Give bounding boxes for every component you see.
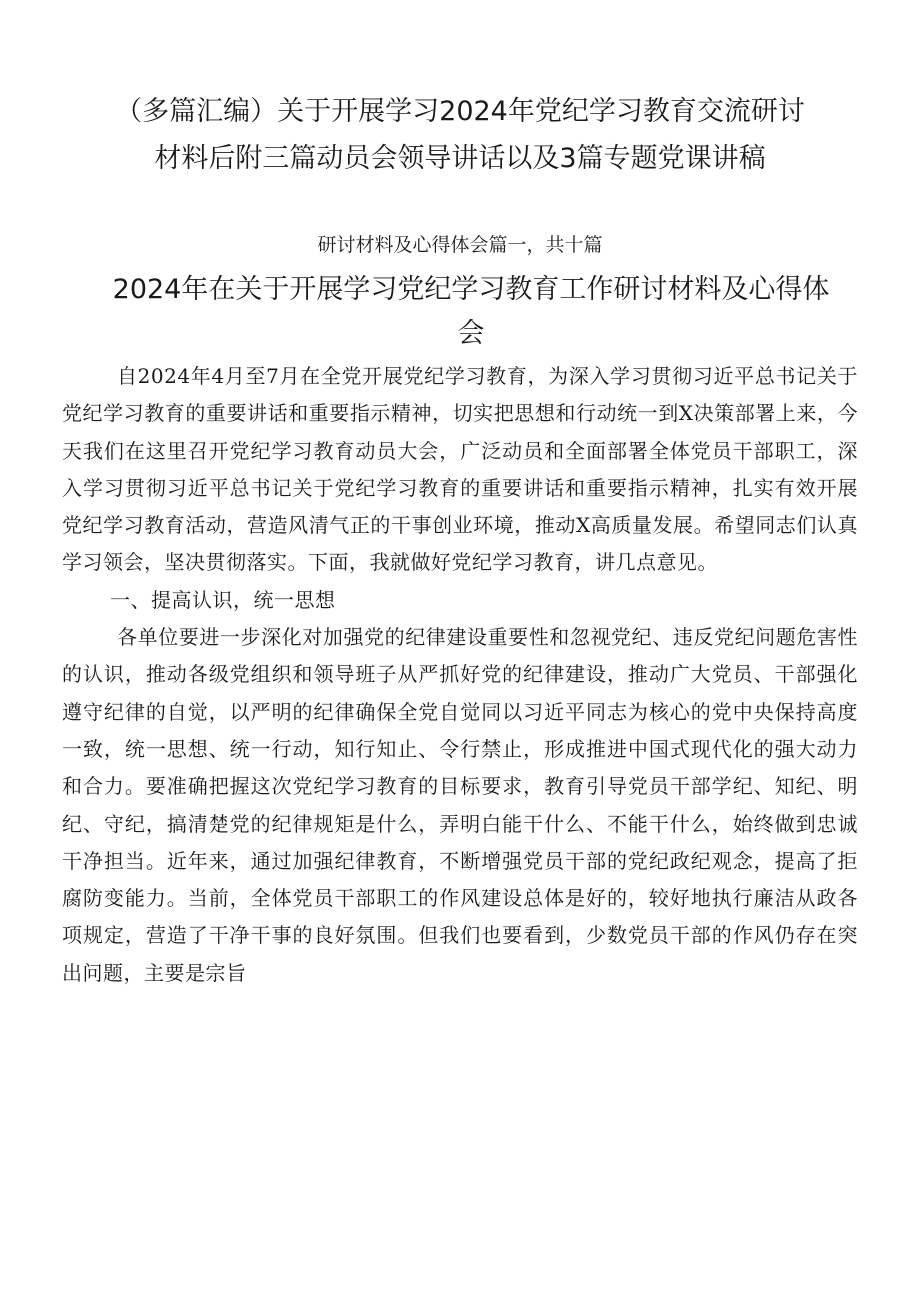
document-title: （多篇汇编）关于开展学习2024年党纪学习教育交流研讨材料后附三篇动员会领导讲话以及3篇专题党课讲稿: [115, 96, 805, 174]
article-title: 2024年在关于开展学习党纪学习教育工作研讨材料及心得体会: [112, 274, 830, 349]
section-heading-1: 一、提高认识，统一思想: [110, 587, 336, 612]
section-label: 研讨材料及心得体会篇一，共十篇: [317, 234, 603, 256]
body-paragraph-1: 自2024年4月至7月在全党开展党纪学习教育，为深入学习贯彻习近平总书记关于党纪学习教育的重要讲话和重要指示精神，切实把思想和行动统一到X决策部署上来，今天我们在这里召开党纪学习教育动员大会，广泛动员和全面部署全体党员干部职工，深入学习贯彻习近平总书记关于党纪学习教育的重要讲话和重要指示精神，扎实有效开展党纪学习教育活动，营造风清气正的干事创业环境，推动X高质量发展。希望同志们认真学习领会，坚决贯彻落实。下面，我就做好党纪学习教育，讲几点意见。: [62, 364, 858, 575]
body-paragraph-2: 各单位要进一步深化对加强党的纪律建设重要性和忽视党纪、违反党纪问题危害性的认识，推动各级党组织和领导班子从严抓好党的纪律建设，推动广大党员、干部强化遵守纪律的自觉，以严明的纪律确保全党自觉同以习近平同志为核心的党中央保持高度一致，统一思想、统一行动，知行知止、令行禁止，形成推进中国式现代化的强大动力和合力。要准确把握这次党纪学习教育的目标要求，教育引导党员干部学纪、知纪、明纪、守纪，搞清楚党的纪律规矩是什么，弄明白能干什么、不能干什么，始终做到忠诚干净担当。近年来，通过加强纪律教育，不断增强党员干部的党纪政纪观念，提高了拒腐防变能力。当前，全体党员干部职工的作风建设总体是好的，较好地执行廉洁从政各项规定，营造了干净干事的良好氛围。但我们也要看到，少数党员干部的作风仍存在突出问题，主要是宗旨: [62, 625, 858, 985]
